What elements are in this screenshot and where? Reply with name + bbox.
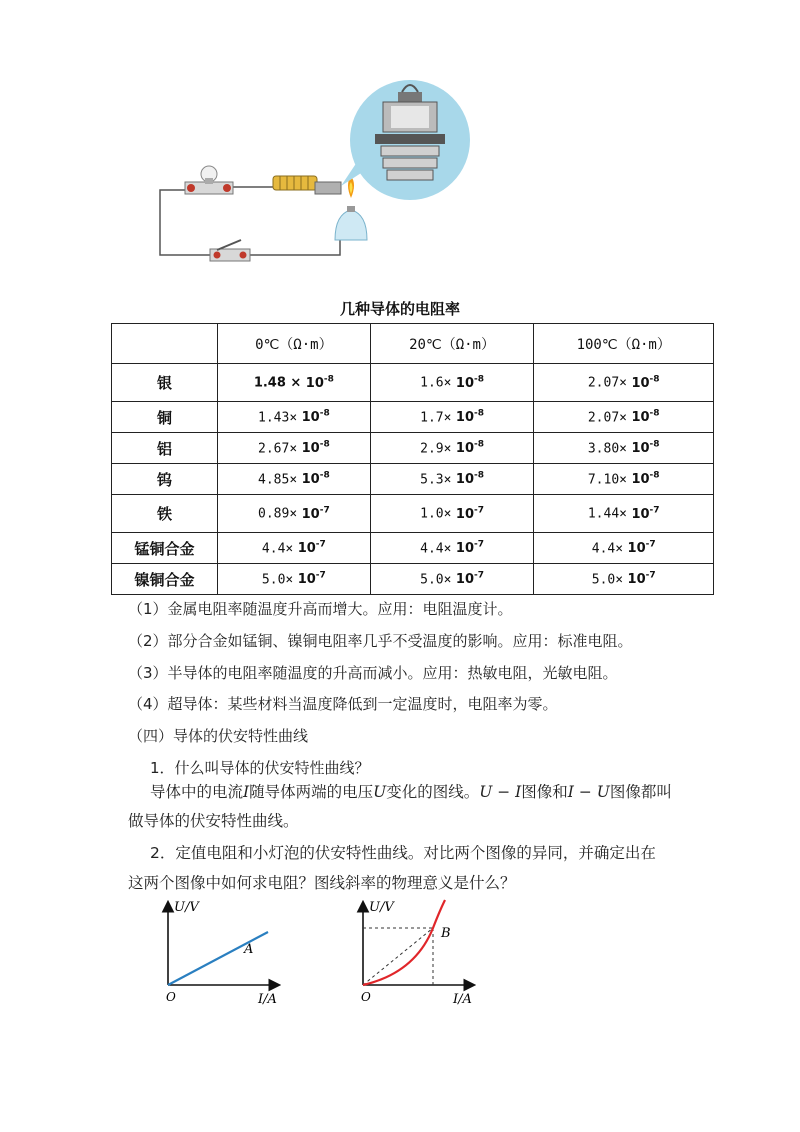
point-label-a: A	[244, 942, 254, 957]
graph-bulb	[345, 895, 485, 1010]
value-cell: $1.7\times 10^{-8}$	[370, 402, 534, 433]
value-cell: $4.4\times 10^{-7}$	[370, 533, 534, 564]
coil-icon	[273, 176, 317, 190]
x-axis-label: I/A	[453, 992, 472, 1007]
value-cell: $4.4\times 10^{-7}$	[534, 533, 714, 564]
row-label: 钨	[112, 464, 218, 495]
value-cell: $1.44\times 10^{-7}$	[534, 495, 714, 533]
value-cell: $2.67\times 10^{-8}$	[218, 433, 371, 464]
small-bulb-icon	[185, 166, 233, 194]
table-row	[112, 402, 714, 433]
answer-1-line2: 做导体的伏安特性曲线。	[128, 812, 299, 830]
answer-1: 导体中的电流I随导体两端的电压U变化的图线。U − I图像和I − U图像都叫	[150, 783, 672, 801]
point-label-b: B	[441, 926, 451, 941]
row-label: 镍铜合金	[112, 564, 218, 595]
point-4: （4）超导体：某些材料当温度降低到一定温度时，电阻率为零。	[128, 695, 558, 713]
point-2: （2）部分合金如锰铜、镍铜电阻率几乎不受温度的影响。应用：标准电阻。	[128, 632, 633, 650]
point-1: （1）金属电阻率随温度升高而增大。应用：电阻温度计。	[128, 600, 513, 618]
point-3: （3）半导体的电阻率随温度的升高而减小。应用：热敏电阻，光敏电阻。	[128, 664, 618, 682]
value-cell: $7.10\times 10^{-8}$	[534, 464, 714, 495]
header-cell: 100℃（Ω·m）	[534, 324, 714, 364]
dashed-secant	[363, 928, 433, 985]
value-cell: $2.07\times 10^{-8}$	[534, 402, 714, 433]
value-cell: $1.43\times 10^{-8}$	[218, 402, 371, 433]
row-label: 铜	[112, 402, 218, 433]
x-axis-label: I/A	[258, 992, 277, 1007]
graph-resistor	[150, 895, 290, 1010]
value-cell: $2.9\times 10^{-8}$	[370, 433, 534, 464]
value-cell: $0.89\times 10^{-7}$	[218, 495, 371, 533]
row-label: 铝	[112, 433, 218, 464]
table-row	[112, 533, 714, 564]
question-2-line1: 2．定值电阻和小灯泡的伏安特性曲线。对比两个图像的异同，并确定出在	[150, 844, 656, 862]
question-1: 1．什么叫导体的伏安特性曲线？	[150, 759, 370, 777]
row-label: 银	[112, 364, 218, 402]
value-cell: $4.4\times 10^{-7}$	[218, 533, 371, 564]
table-row	[112, 433, 714, 464]
row-label: 锰铜合金	[112, 533, 218, 564]
table-header-row	[112, 324, 714, 364]
y-axis-label: U/V	[174, 900, 199, 915]
value-cell: $5.3\times 10^{-8}$	[370, 464, 534, 495]
table-row	[112, 364, 714, 402]
resistivity-table	[111, 323, 714, 595]
value-cell: $4.85\times 10^{-8}$	[218, 464, 371, 495]
header-cell: 0℃（Ω·m）	[218, 324, 371, 364]
magnified-bulb-icon	[341, 80, 470, 200]
value-cell: $2.07\times 10^{-8}$	[534, 364, 714, 402]
table-title: 几种导体的电阻率	[339, 300, 460, 318]
value-cell: $1.0\times 10^{-7}$	[370, 495, 534, 533]
switch-icon	[210, 240, 250, 261]
section-title: （四）导体的伏安特性曲线	[128, 727, 309, 745]
row-label: 铁	[112, 495, 218, 533]
table-row	[112, 495, 714, 533]
origin-label: O	[166, 990, 176, 1004]
y-axis-label: U/V	[369, 900, 394, 915]
header-cell: 20℃（Ω·m）	[370, 324, 534, 364]
line-a	[168, 932, 268, 985]
table-row	[112, 464, 714, 495]
value-cell: $1.48 \times 10^{-8}$	[218, 364, 371, 402]
value-cell: $1.6\times 10^{-8}$	[370, 364, 534, 402]
lamp-flame-icon	[315, 176, 367, 240]
header-cell	[112, 324, 218, 364]
circuit-figure	[155, 70, 585, 285]
table-row	[112, 564, 714, 595]
question-2-line2: 这两个图像中如何求电阻？图线斜率的物理意义是什么？	[128, 874, 516, 892]
origin-label: O	[361, 990, 371, 1004]
value-cell: $3.80\times 10^{-8}$	[534, 433, 714, 464]
value-cell: $5.0\times 10^{-7}$	[370, 564, 534, 595]
value-cell: $5.0\times 10^{-7}$	[534, 564, 714, 595]
value-cell: $5.0\times 10^{-7}$	[218, 564, 371, 595]
